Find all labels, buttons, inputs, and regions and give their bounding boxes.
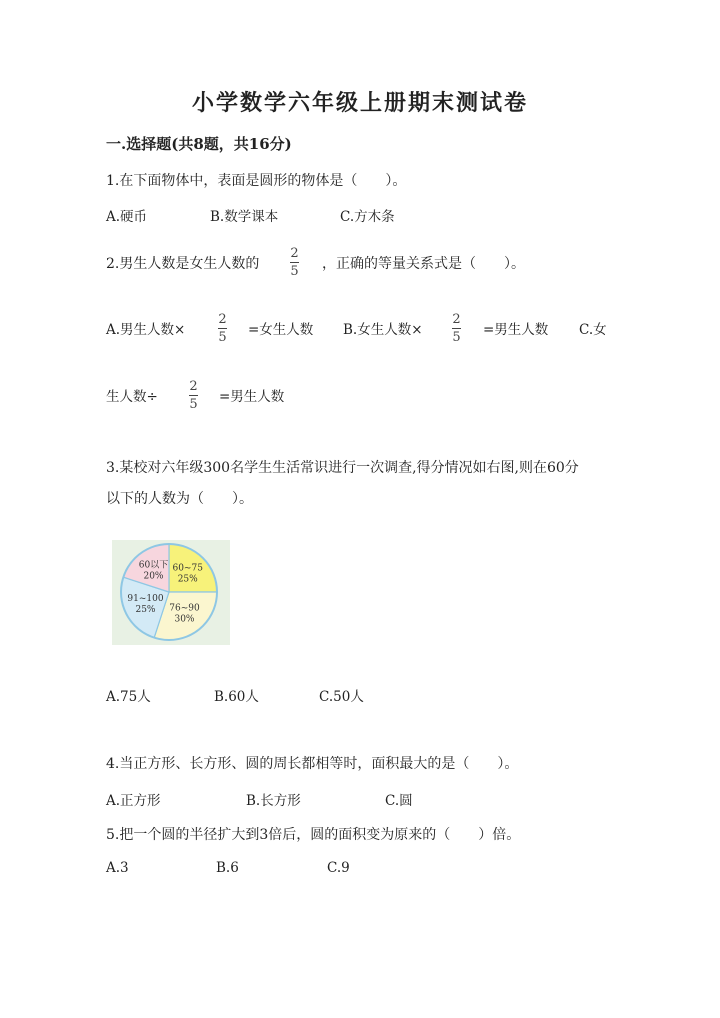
question-3-option-c: C.50人 (319, 689, 364, 705)
pie-slice-label: 76~90 (169, 603, 200, 614)
question-2-option-c-start: C.女 (579, 322, 607, 338)
pie-slice-percent: 30% (174, 614, 195, 625)
question-2-option-c-continued: 生人数÷ (106, 389, 158, 405)
question-2-option-b-fraction (452, 313, 461, 344)
question-3-option-a: A.75人 (106, 689, 151, 705)
question-1-stem: 1.在下面物体中，表面是圆形的物体是（ ）。 (106, 173, 407, 189)
question-4-stem: 4.当正方形、长方形、圆的周长都相等时，面积最大的是（ ）。 (106, 756, 519, 772)
question-5-stem: 5.把一个圆的半径扩大到3倍后，圆的面积变为原来的（ ）倍。 (106, 827, 521, 843)
question-3-stem-line-1: 3.某校对六年级300名学生生活常识进行一次调查,得分情况如右图,则在60分 (106, 460, 579, 476)
pie-slice-percent: 20% (143, 571, 164, 582)
question-2-option-a-end: =女生人数 (248, 322, 314, 338)
fraction-bar (290, 262, 299, 263)
fraction-denominator: 5 (189, 397, 198, 412)
question-1-option-a: A.硬币 (106, 209, 148, 225)
fraction-denominator: 5 (218, 330, 227, 345)
question-2-stem-end: ，正确的等量关系式是（ ）。 (322, 256, 525, 272)
pie-slice-percent: 25% (135, 605, 156, 615)
fraction-numerator: 2 (189, 379, 198, 394)
fraction-numerator: 2 (218, 312, 227, 327)
question-5-option-b: B.6 (216, 860, 239, 876)
score-pie-chart (112, 540, 230, 645)
question-2-option-a-start: A.男生人数× (106, 322, 186, 338)
page-title: 小学数学六年级上册期末测试卷 (191, 90, 528, 116)
question-5-option-a: A.3 (106, 860, 129, 876)
question-4-option-b: B.长方形 (246, 793, 301, 809)
question-1-option-b: B.数学课本 (210, 209, 279, 225)
question-2-option-c-fraction (189, 380, 198, 411)
question-1-option-c: C.方木条 (340, 209, 395, 225)
question-2-fraction (290, 247, 299, 278)
fraction-bar (452, 328, 461, 329)
question-2-option-b-end: =男生人数 (483, 322, 549, 338)
question-3-stem-line-2: 以下的人数为（ ）。 (106, 491, 253, 507)
question-2-option-b-start: B.女生人数× (343, 322, 423, 338)
question-4-option-c: C.圆 (385, 793, 413, 809)
fraction-bar (189, 395, 198, 396)
question-3-option-b: B.60人 (214, 689, 259, 705)
question-2-option-a-fraction (218, 313, 227, 344)
pie-slice-percent: 25% (177, 574, 198, 585)
question-2-option-c-end: =男生人数 (219, 389, 285, 405)
pie-slice-label: 91~100 (127, 594, 164, 604)
fraction-denominator: 5 (290, 264, 299, 279)
section-heading: 一.选择题(共8题，共16分) (106, 135, 292, 153)
fraction-denominator: 5 (452, 330, 461, 345)
fraction-numerator: 2 (452, 312, 461, 327)
question-5-option-c: C.9 (327, 860, 350, 876)
pie-slice-label: 60以下 (138, 560, 169, 571)
question-4-option-a: A.正方形 (106, 793, 161, 809)
question-2-stem-start: 2.男生人数是女生人数的 (106, 256, 260, 272)
fraction-numerator: 2 (290, 246, 299, 261)
pie-slice-label: 60~75 (172, 563, 203, 574)
fraction-bar (218, 328, 227, 329)
